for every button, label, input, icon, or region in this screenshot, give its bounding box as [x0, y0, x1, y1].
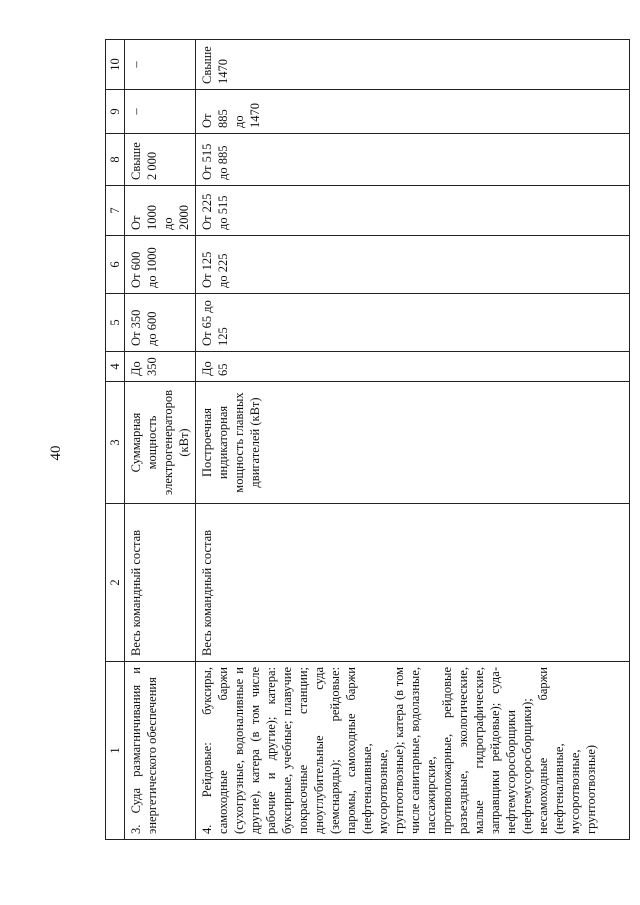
vessel-type-cell: 3. Суда размагничивания и энергетического обеспечения — [125, 662, 196, 840]
column-header-10: 10 — [106, 40, 125, 90]
table-row — [125, 40, 196, 840]
column-header-9: 9 — [106, 90, 125, 134]
ship-classification-table — [105, 39, 630, 840]
rotated-table-container — [105, 40, 630, 840]
group-4-cell: До 350 — [125, 352, 196, 382]
group-9-cell: – — [125, 90, 196, 134]
group-5-cell: От 350 до 600 — [125, 294, 196, 352]
group-5-cell: От 65 до 125 — [196, 294, 630, 352]
column-header-1: 1 — [106, 662, 125, 840]
column-header-6: 6 — [106, 236, 125, 294]
group-6-cell: От 125 до 225 — [196, 236, 630, 294]
group-7-cell: От 1000 до 2000 — [125, 186, 196, 236]
group-10-cell: Свыше 1470 — [196, 40, 630, 90]
staff-cell: Весь командный состав — [196, 504, 630, 662]
group-7-cell: От 225 до 515 — [196, 186, 630, 236]
staff-cell: Весь командный состав — [125, 504, 196, 662]
header-row — [106, 40, 125, 840]
column-header-8: 8 — [106, 134, 125, 186]
group-8-cell: Свыше 2 000 — [125, 134, 196, 186]
column-header-2: 2 — [106, 504, 125, 662]
column-header-3: 3 — [106, 382, 125, 504]
table-row — [196, 40, 630, 840]
column-header-7: 7 — [106, 186, 125, 236]
group-8-cell: От 515 до 885 — [196, 134, 630, 186]
column-header-5: 5 — [106, 294, 125, 352]
column-header-4: 4 — [106, 352, 125, 382]
group-10-cell: – — [125, 40, 196, 90]
group-6-cell: От 600 до 1000 — [125, 236, 196, 294]
parameter-cell: Построечная индикаторная мощность главных двигателей (кВт) — [196, 382, 630, 504]
group-4-cell: До 65 — [196, 352, 630, 382]
parameter-cell: Суммарная мощность электрогенераторов (кВт) — [125, 382, 196, 504]
page-number: 40 — [48, 445, 64, 461]
vessel-type-cell: 4. Рейдовые: буксиры, самоходные баржи (сухогрузные, водоналивные и другие), катера (в том числе рабочие и другие); катера: буксирные, учебные; плавучие покрасочные станции; дноуглубительные суда (земснаряды); рейдовые: паромы, самоходные баржи (нефтеналивные, мусоротвозные, грунтоотвозные); катера (в том числе санитарные, водолазные, пассажирские, противопожарные, рейдовые разъездные, экологические, малые гидрографические, заправщики рейдовые); суда-нефтемусоросборщики (нефтемусоросборщики); несамоходные баржи (нефтеналивные, мусоротвозные, грунтоотвозные) — [196, 662, 630, 840]
group-9-cell: От 885 до 1470 — [196, 90, 630, 134]
